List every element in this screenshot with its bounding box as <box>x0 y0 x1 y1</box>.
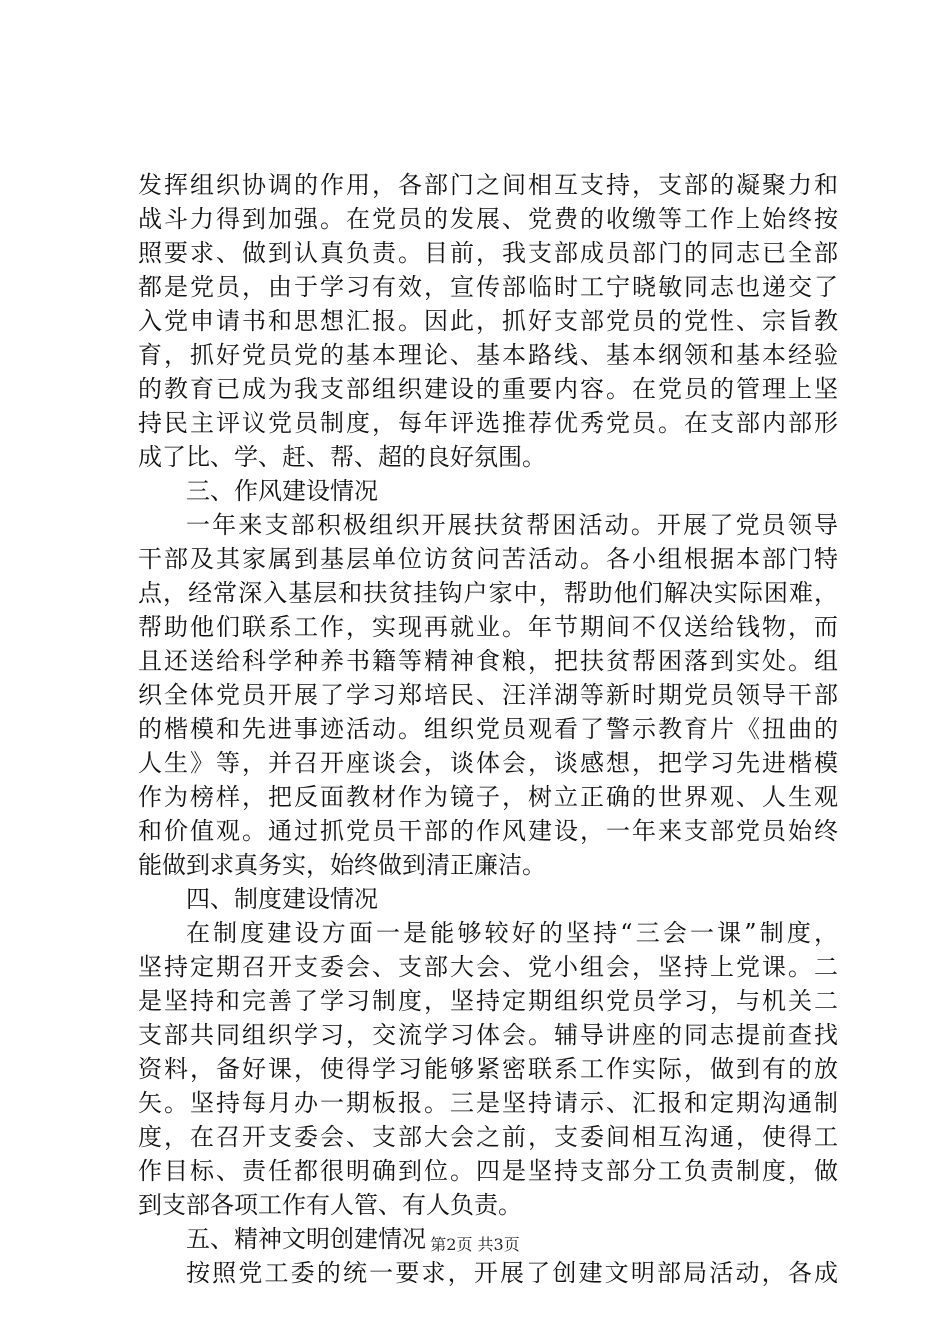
text-line: 按照党工委的统一要求，开展了创建文明部局活动，各成 <box>186 1259 838 1287</box>
text-line: 矢。坚持每月办一期板报。三是坚持请示、汇报和定期沟通制 <box>138 1089 838 1117</box>
page-footer: 第2页 共3页 <box>430 1235 520 1254</box>
text-line: 能做到求真务实，始终做到清正廉洁。 <box>138 851 546 879</box>
text-line: 作目标、责任都很明确到位。四是坚持支部分工负责制度，做 <box>138 1157 838 1185</box>
text-line: 四、制度建设情况 <box>186 885 378 913</box>
text-line: 且还送给科学种养书籍等精神食粮，把扶贫帮困落到实处。组 <box>138 647 838 675</box>
text-line: 战斗力得到加强。在党员的发展、党费的收缴等工作上始终按 <box>138 205 838 233</box>
text-line: 支部共同组织学习，交流学习体会。辅导讲座的同志提前查找 <box>138 1021 838 1049</box>
text-line: 资料，备好课，使得学习能够紧密联系工作实际，做到有的放 <box>138 1055 838 1083</box>
text-line: 坚持定期召开支委会、支部大会、党小组会，坚持上党课。二 <box>138 953 838 981</box>
text-line: 三、作风建设情况 <box>186 477 378 505</box>
text-line: 到支部各项工作有人管、有人负责。 <box>138 1191 522 1219</box>
text-line: 发挥组织协调的作用，各部门之间相互支持，支部的凝聚力和 <box>138 171 838 199</box>
text-line: 是坚持和完善了学习制度，坚持定期组织党员学习，与机关二 <box>138 987 838 1015</box>
text-line: 织全体党员开展了学习郑培民、汪洋湖等新时期党员领导干部 <box>138 681 838 709</box>
text-line: 作为榜样，把反面教材作为镜子，树立正确的世界观、人生观 <box>138 783 838 811</box>
text-line: 持民主评议党员制度，每年评选推荐优秀党员。在支部内部形 <box>138 409 838 437</box>
text-line: 度，在召开支委会、支部大会之前，支委间相互沟通，使得工 <box>138 1123 838 1151</box>
text-line: 人生》等，并召开座谈会，谈体会，谈感想，把学习先进楷模 <box>138 749 838 777</box>
text-line: 成了比、学、赶、帮、超的良好氛围。 <box>138 443 546 471</box>
text-line: 点，经常深入基层和扶贫挂钩户家中，帮助他们解决实际困难， <box>138 579 838 607</box>
text-line: 的楷模和先进事迹活动。组织党员观看了警示教育片《扭曲的 <box>138 715 838 743</box>
text-line: 育，抓好党员党的基本理论、基本路线、基本纲领和基本经验 <box>138 341 838 369</box>
text-line: 五、精神文明创建情况 <box>186 1225 426 1253</box>
text-line: 和价值观。通过抓党员干部的作风建设，一年来支部党员始终 <box>138 817 838 845</box>
text-line: 帮助他们联系工作，实现再就业。年节期间不仅送给钱物，而 <box>138 613 838 641</box>
text-line: 的教育已成为我支部组织建设的重要内容。在党员的管理上坚 <box>138 375 838 403</box>
text-line: 在制度建设方面一是能够较好的坚持“三会一课”制度， <box>186 919 838 947</box>
text-line: 入党申请书和思想汇报。因此，抓好支部党员的党性、宗旨教 <box>138 307 838 335</box>
text-line: 照要求、做到认真负责。目前，我支部成员部门的同志已全部 <box>138 239 838 267</box>
text-line: 都是党员，由于学习有效，宣传部临时工宁晓敏同志也递交了 <box>138 273 838 301</box>
text-line: 一年来支部积极组织开展扶贫帮困活动。开展了党员领导 <box>186 511 838 539</box>
document-body <box>138 168 838 1290</box>
text-line: 干部及其家属到基层单位访贫问苦活动。各小组根据本部门特 <box>138 545 838 573</box>
